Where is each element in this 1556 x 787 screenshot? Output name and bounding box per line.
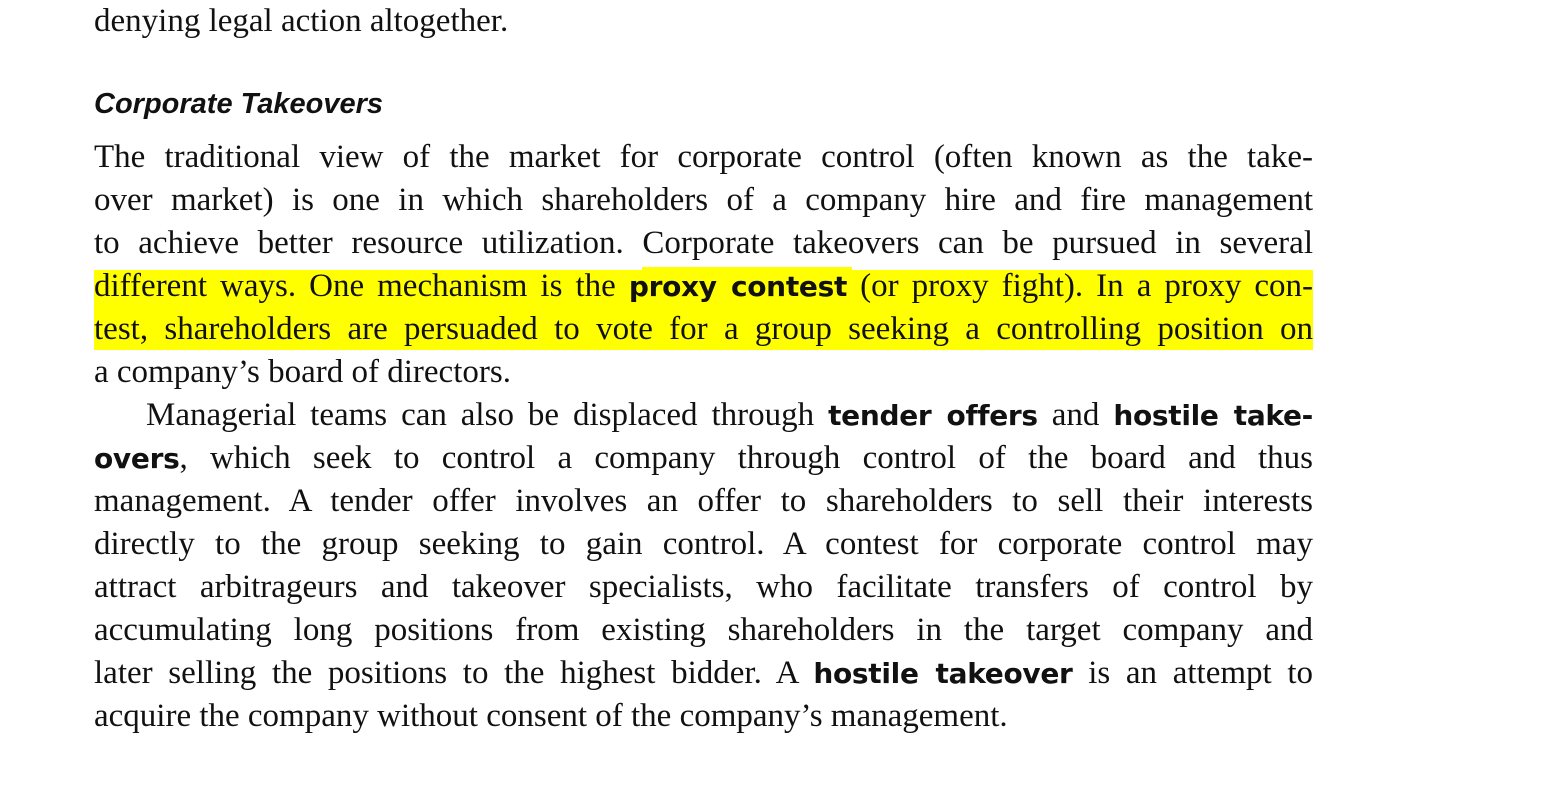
paragraph1-line4-text-b: (or proxy fight). In a proxy con- — [860, 268, 1314, 304]
term-tender-offers: tender offers — [828, 399, 1038, 432]
paragraph2-line5: attract arbitrageurs and takeover specialists, who facilitate transfers of control by — [94, 569, 1313, 605]
paragraph2-line7-text-b: is an attempt to — [1088, 655, 1314, 691]
paragraph2-line8: acquire the company without consent of the company’s management. — [94, 698, 1008, 734]
paragraph1-line5: test, shareholders are persuaded to vote for a group seeking a controlling position on — [94, 311, 1313, 347]
paragraph1-line3: to achieve better resource utilization. Corporate takeovers can be pursued in several — [94, 225, 1313, 261]
paragraph1-line6: a company’s board of directors. — [94, 354, 511, 390]
paragraph2-line7-text-a: later selling the positions to the highest bidder. A — [94, 655, 798, 691]
term-hostile-takeover: hostile takeover — [813, 657, 1073, 690]
paragraph2-line3: management. A tender offer involves an offer to shareholders to sell their interests — [94, 483, 1313, 519]
paragraph1-line2: over market) is one in which shareholders of a company hire and fire management — [94, 182, 1313, 218]
paragraph1-line4-text-a: different ways. One mechanism is the — [94, 268, 616, 304]
paragraph2-line2-text-b: , which seek to control a company through control of the board and thus — [179, 440, 1313, 476]
paragraph2-line1-text-a: Managerial teams can also be displaced through — [146, 397, 815, 433]
lead-line: denying legal action altogether. — [94, 3, 509, 39]
term-proxy-contest: proxy contest — [628, 270, 848, 303]
paragraph2-line1-text-b: and — [1051, 397, 1100, 433]
paragraph1-line4 — [94, 265, 1313, 308]
section-heading: Corporate Takeovers — [94, 88, 384, 120]
term-hostile-takeovers-part1: hostile take- — [1113, 399, 1313, 432]
paragraph2-line6: accumulating long positions from existing shareholders in the target company and — [94, 612, 1313, 648]
paragraph2-line7 — [94, 652, 1313, 695]
term-hostile-takeovers-part2: overs — [94, 442, 180, 475]
paragraph1-line1: The traditional view of the market for corporate control (often known as the take- — [94, 139, 1313, 175]
paragraph2-line1 — [94, 394, 1313, 437]
paragraph2-line2 — [94, 437, 1313, 480]
paragraph2-line4: directly to the group seeking to gain control. A contest for corporate control may — [94, 526, 1313, 562]
